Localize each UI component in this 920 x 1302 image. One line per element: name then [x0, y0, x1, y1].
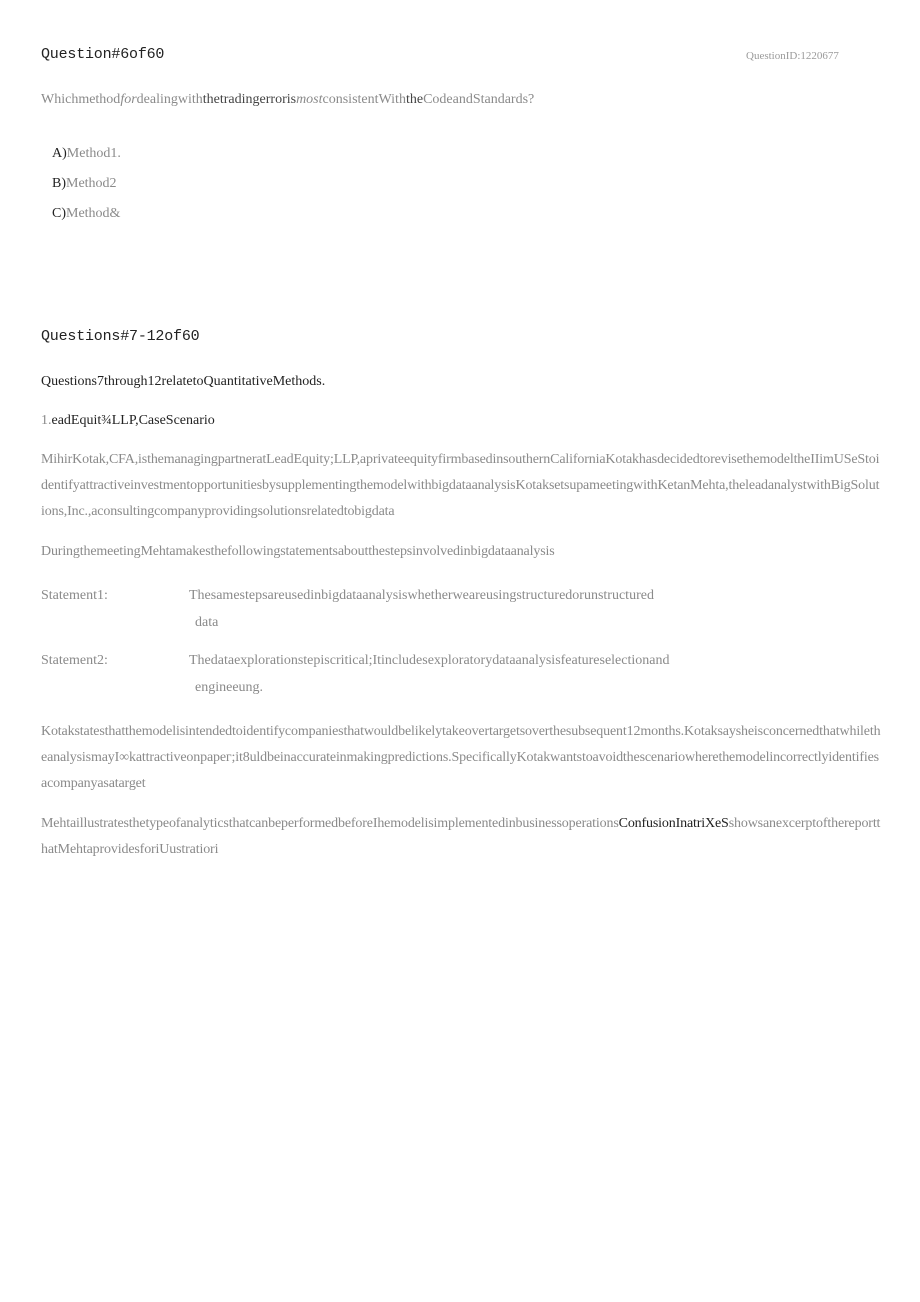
option-text: Method1.: [66, 146, 121, 161]
stem-part: thetradingerroris: [202, 92, 297, 107]
stem-part: consistentWith: [322, 92, 406, 107]
stem-italic-most: most: [296, 92, 323, 107]
questions-7-12-header: Questions#7-12of60: [41, 328, 200, 345]
statement-2-line-2: engineeung.: [195, 680, 264, 695]
case-paragraph-4: [41, 811, 883, 863]
question-6-stem: [41, 92, 534, 108]
statement-2-line-1: Thedataexplorationstepiscritical;Itincludesexploratorydataanalysisfeatureselectionand: [189, 653, 670, 668]
option-text: Method2: [66, 176, 117, 191]
questions-intro: Questions7through12relatetoQuantitativeMethods.: [41, 374, 326, 389]
case-paragraph-2: DuringthemeetingMehtamakesthefollowingstatementsaboutthestepsinvolvedinbigdataanalysis: [41, 544, 555, 559]
stem-italic-for: for: [120, 92, 137, 107]
case-paragraph-3: Kotakstatesthatthemodelisintendedtoidentifycompaniesthatwouldbelikelytakeovertargetsoverthesubsequent12months.KotaksaysheisconcernedthatwhiletheanalysismayI∞kattractiveonpapeг;it8uldbeinaccurateinmakingpredictions.SpecificallyKotakwantstoavoidthescenariowherethemodelincorrectlyidentifiesacompanyasatarget: [41, 724, 881, 791]
para4-part: showsanexcerptofthereportthatMehtaprovidesforiUustratiori: [41, 816, 881, 857]
para4-part: MehtaillustratesthetypeofanalyticsthatcanbeperformedbeforeIhemodelisimplementedinbusinessoperations: [41, 816, 619, 831]
answer-option-a[interactable]: [52, 146, 121, 162]
option-letter: A): [52, 146, 67, 161]
statement-2-text: [189, 647, 749, 701]
stem-part: dealingwith: [136, 92, 203, 107]
stem-part: Whichmethod: [41, 92, 121, 107]
statement-1-line-1: Thesamestepsareusedinbigdataanalysiswhetherweareusingstructuredorunstructured: [189, 588, 654, 603]
case-number: 1.: [41, 413, 52, 428]
case-scenario-title: [41, 413, 215, 429]
option-letter: C): [52, 206, 66, 221]
stem-part: CodeandStandards?: [423, 92, 535, 107]
statement-1-line-2: data: [195, 615, 219, 630]
statement-2-label: Statement2:: [41, 653, 108, 668]
stem-part: the: [405, 92, 424, 107]
option-text: Method&: [66, 206, 121, 221]
question-id: QuestionID:1220677: [746, 50, 839, 62]
option-letter: B): [52, 176, 66, 191]
confusion-matrices-ref: ConfusionInatriXeS: [618, 816, 729, 831]
case-paragraph-1: MihirKotak,CFA,isthemanagingpartneratLeadEquity;LLP,aprivateequityfirmbasedinsouthernCaliforniaKotakhasdecidedtorevisethemodeltheIIimUSeStoidentifyattractiveinvestmentopportunitiesbysupplementingthemodelwithbigdataanalysisKotaksetsupameetingwithKetanMehta,theleadanalystwithBigSolutions,Inc.,aconsultingcompanyprovidingsolutionsrelatedtobigdata: [41, 452, 880, 519]
statement-1-label: Statement1:: [41, 588, 108, 603]
answer-option-c[interactable]: [52, 206, 120, 222]
question-6-header: Question#6of60: [41, 46, 165, 63]
statement-1-text: [189, 582, 749, 636]
case-title: eadEquit¾LLP,CaseScenario: [51, 413, 215, 428]
answer-option-b[interactable]: [52, 176, 117, 192]
